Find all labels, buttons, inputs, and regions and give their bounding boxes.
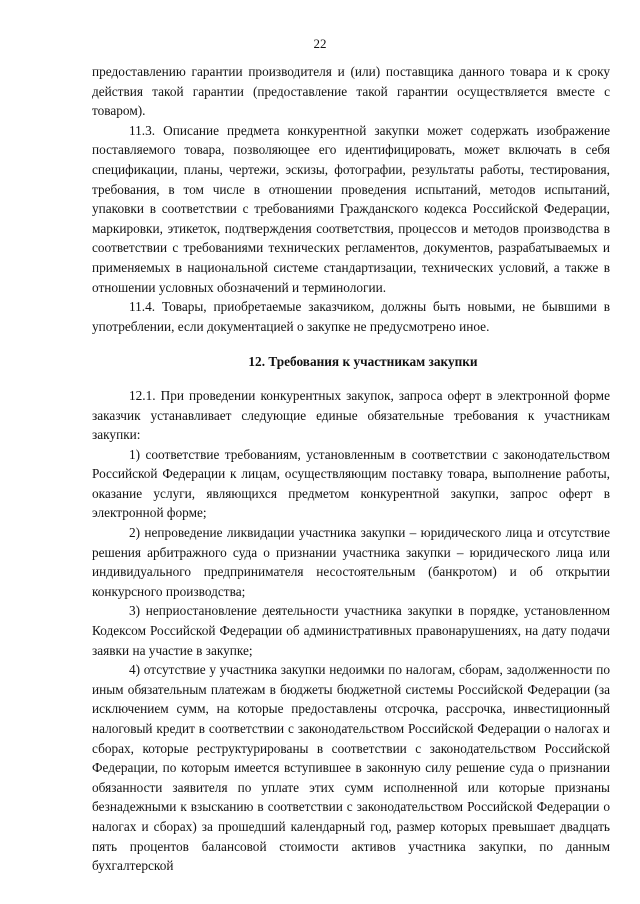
section-heading: 12. Требования к участникам закупки	[248, 354, 478, 370]
list-item-4: 4) отсутствие у участника закупки недоимки по налогам, сборам, задолженности по иным обязательным платежам в бюджеты бюджетной системы Российской Федерации (за исключением сумм, на которые предоставлены отсрочка, рассрочка, инвестиционный налоговый кредит в соответствии с законодательством Российской Федерации о налогах и сборах, которые реструктурированы в соответствии с законодательством Российской Федерации, по которым имеется вступившее в законную силу решение суда о признании обязанности заявителя по уплате этих сумм исполненной или которые признаны безнадежными к взысканию в соответствии с законодательством Российской Федерации о налогах и сборах) за прошедший календарный год, размер которых превышает двадцать пять процентов балансовой стоимости активов участника закупки, по данным бухгалтерской	[92, 662, 610, 874]
page-number: 22	[313, 36, 327, 51]
list-item-1: 1) соответствие требованиям, установленным в соответствии с законодательством Российской Федерации к лицам, осуществляющим поставку товара, выполнение работы, оказание услуги, являющихся предметом конкурентной закупки, запрос оферт в электронной форме;	[92, 446, 610, 521]
list-item-2: 2) непроведение ликвидации участника закупки – юридического лица и отсутствие решения арбитражного суда о признании участника закупки – юридического лица или индивидуального предпринимателя несостоятельным (банкротом) и об открытии конкурсного производства;	[92, 525, 610, 599]
document-body	[92, 62, 610, 876]
paragraph-11-4: 11.4. Товары, приобретаемые заказчиком, должны быть новыми, не бывшими в употреблении, если документацией о закупке не предусмотрено иное.	[92, 299, 610, 334]
list-item-3: 3) неприостановление деятельности участника закупки в порядке, установленном Кодексом Российской Федерации об административных правонарушениях, на дату подачи заявки на участие в закупке;	[92, 603, 610, 658]
paragraph: предоставлению гарантии производителя и (или) поставщика данного товара и к сроку действия такой гарантии (предоставление такой гарантии осуществляется вместе с товаром).	[92, 64, 610, 119]
paragraph-12-1: 12.1. При проведении конкурентных закупок, запроса оферт в электронной форме заказчик устанавливает следующие единые обязательные требования к участникам закупки:	[92, 387, 610, 443]
paragraph-11-3: 11.3. Описание предмета конкурентной закупки может содержать изображение поставляемого товара, позволяющее его идентифицировать, может включать в себя спецификации, планы, чертежи, эскизы, фотографии, результаты работы, тестирования, требования, в том числе в отношении проведения испытаний, методов испытаний, упаковки в соответствии с требованиями Гражданского кодекса Российской Федерации, маркировки, этикеток, подтверждения соответствия, процессов и методов производства в соответствии с требованиями технических регламентов, документов, разрабатываемых и применяемых в национальной системе стандартизации, технических условий, а также в отношении условных обозначений и терминологии.	[92, 122, 610, 295]
